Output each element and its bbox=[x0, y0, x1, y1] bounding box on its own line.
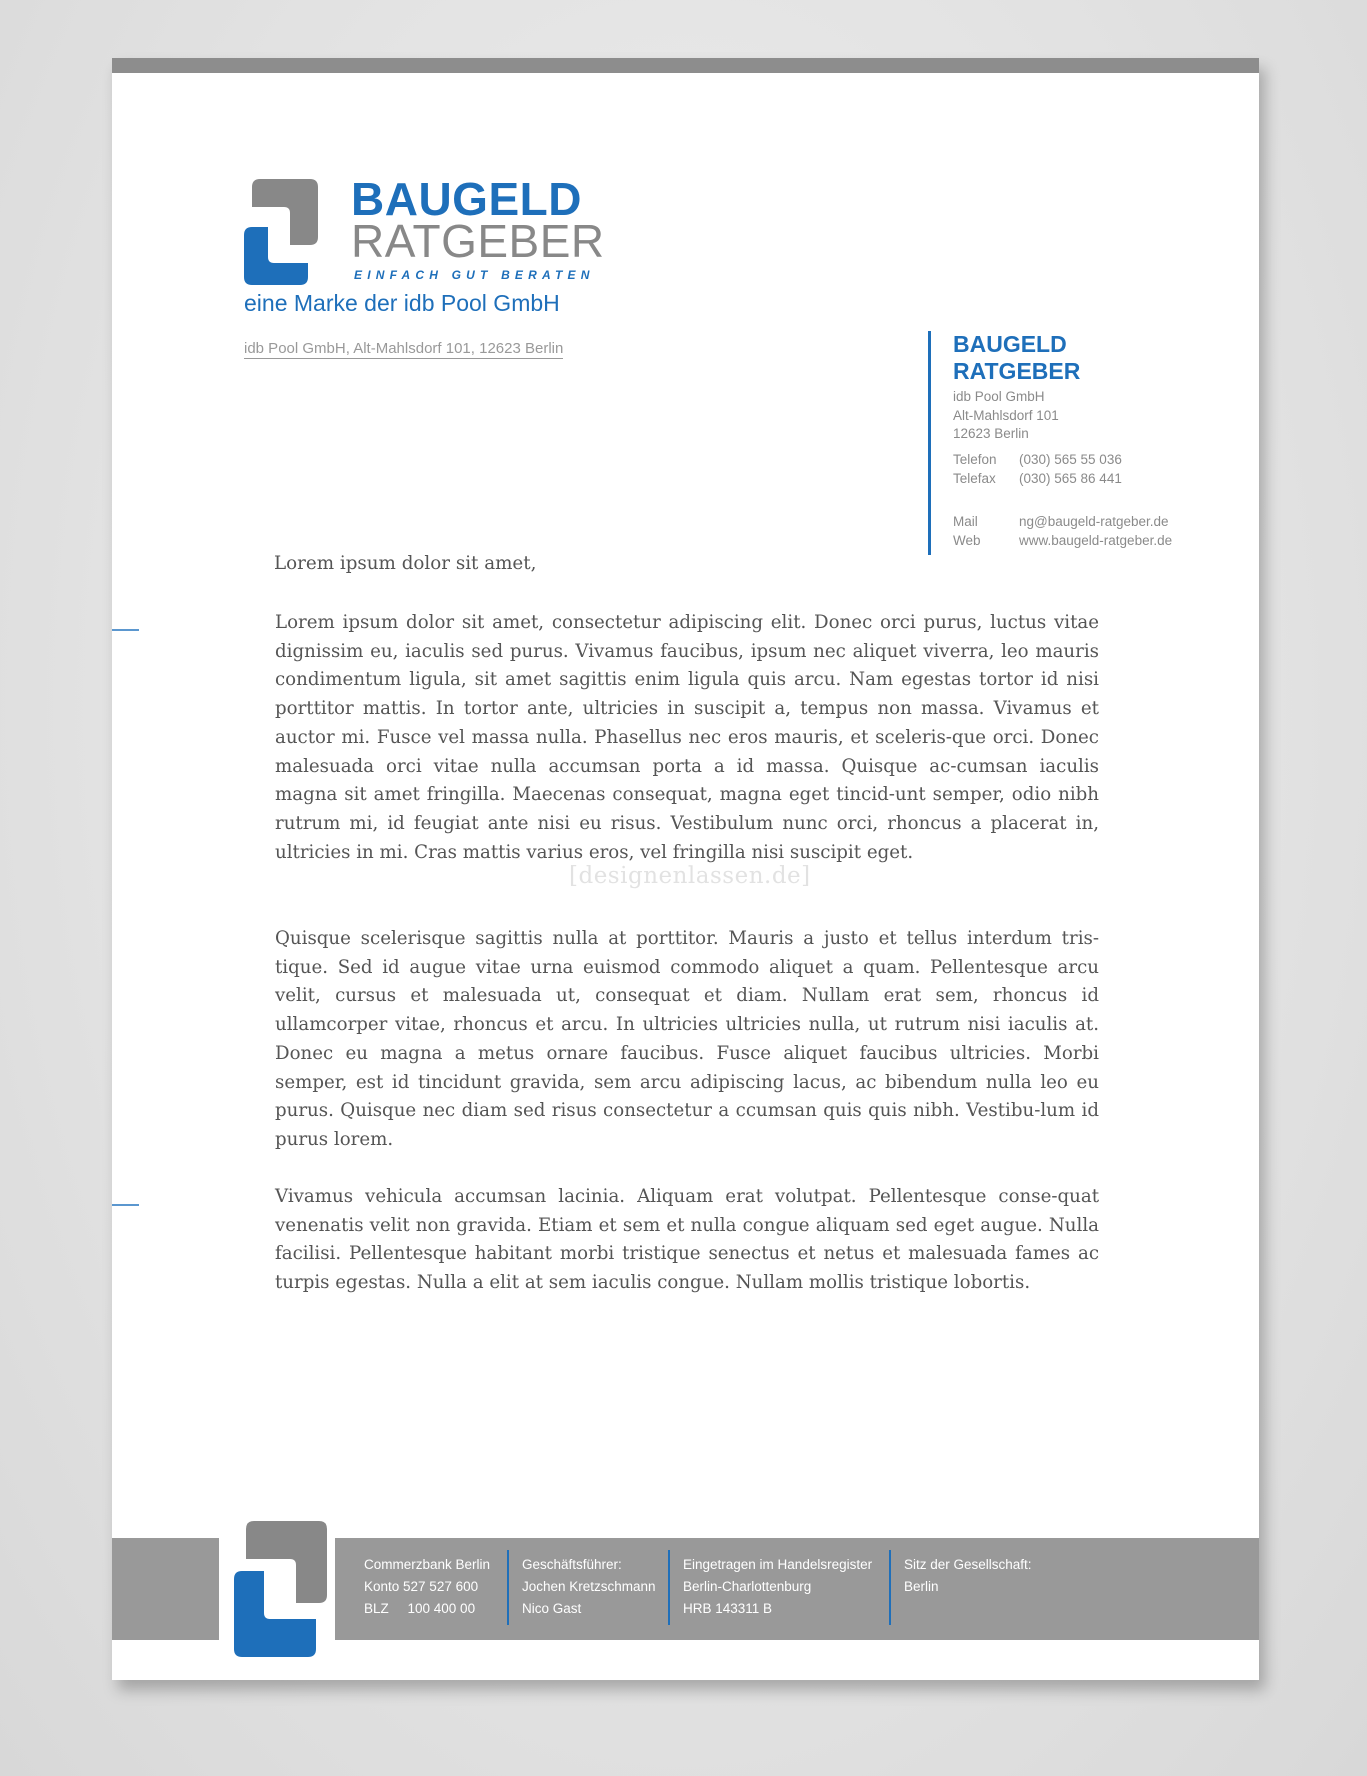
letterhead-sheet bbox=[112, 58, 1259, 1680]
mail-value: ng@baugeld-ratgeber.de bbox=[1019, 514, 1169, 529]
brand-name-line1: BAUGELD bbox=[351, 173, 582, 225]
fold-mark-bottom bbox=[112, 1204, 139, 1206]
sender-address-line: idb Pool GmbH, Alt-Mahlsdorf 101, 12623 Berlin bbox=[244, 340, 564, 357]
footer-management bbox=[522, 1554, 656, 1620]
letter-greeting: Lorem ipsum dolor sit amet, bbox=[274, 553, 537, 574]
footer-bank-info bbox=[364, 1554, 490, 1620]
footer-seat bbox=[904, 1554, 1032, 1598]
footer-logo-icon bbox=[234, 1521, 327, 1657]
sidebox-web-row bbox=[953, 532, 1172, 551]
fold-mark-top bbox=[112, 629, 139, 631]
web-label: Web bbox=[953, 532, 981, 548]
sidebox-phone-block bbox=[953, 451, 1122, 488]
footer-register-number: HRB 143311 B bbox=[683, 1601, 773, 1616]
sidebox-title-line1: BAUGELD bbox=[953, 331, 1067, 357]
brand-tagline: EINFACH GUT BERATEN bbox=[354, 268, 595, 282]
footer-divider-2 bbox=[668, 1550, 670, 1625]
sidebox-online-block bbox=[953, 513, 1172, 550]
mail-label: Mail bbox=[953, 514, 978, 529]
footer-bank-code: BLZ 100 400 00 bbox=[364, 1601, 476, 1616]
sidebox-city: 12623 Berlin bbox=[953, 426, 1029, 441]
footer-seat-label: Sitz der Gesellschaft: bbox=[904, 1557, 1032, 1572]
sidebox-company: idb Pool GmbH bbox=[953, 389, 1045, 404]
letter-paragraph-3: Vivamus vehicula accumsan lacinia. Aliquam erat volutpat. Pellentesque conse-quat venenatis velit non gravida. Etiam et sem et nulla congue aliquam sed eget augue. Nulla facilisi. Pellentesque habitant morbi tristique senectus et netus et malesuada fames ac turpis egestas. Nulla a elit at sem iaculis congue. Nullam mollis tristique lobortis. bbox=[275, 1186, 1099, 1294]
fax-label: Telefax bbox=[953, 470, 996, 486]
sidebox-title bbox=[953, 331, 1080, 385]
sidebox-fax-row bbox=[953, 470, 1122, 489]
top-bar bbox=[112, 58, 1259, 73]
brand-logo-icon bbox=[244, 179, 319, 285]
sidebox-title-line2: RATGEBER bbox=[953, 358, 1081, 384]
subbrand-line: eine Marke der idb Pool GmbH bbox=[244, 290, 560, 316]
footer-divider-1 bbox=[507, 1550, 509, 1625]
footer-divider-3 bbox=[889, 1550, 891, 1625]
sidebox-mail-row bbox=[953, 513, 1172, 532]
footer-register-court: Berlin-Charlottenburg bbox=[683, 1579, 812, 1594]
sidebox-address bbox=[953, 388, 1059, 444]
phone-value: (030) 565 55 036 bbox=[1019, 452, 1122, 467]
sidebox-street: Alt-Mahlsdorf 101 bbox=[953, 407, 1059, 423]
watermark: [designenlassen.de] bbox=[569, 863, 811, 889]
phone-label: Telefon bbox=[953, 452, 997, 467]
sidebox-divider bbox=[928, 331, 931, 555]
letter-paragraph-2: Quisque scelerisque sagittis nulla at porttitor. Mauris a justo et tellus interdum tris-tique. Sed id augue vitae urna euismod commodo aliquet a quam. Pellentesque arcu velit, cursus et malesuada ut, consequat et diam. Nullam erat sem, rhoncus id ullamcorper vitae, rhoncus et arcu. In ultricies ultricies nulla, ut rutrum nisi iaculis at. Donec eu magna a metus ornare faucibus. Fusce aliquet faucibus ultricies. Morbi semper, est id tincidunt gravida, sem arcu adipiscing lacus, ac bibendum nulla leo eu purus. Quisque nec diam sed risus consectetur a ccumsan quis quis nibh. Vestibu-lum id purus lorem. bbox=[275, 928, 1099, 1150]
sidebox-phone-row bbox=[953, 451, 1122, 470]
fax-value: (030) 565 86 441 bbox=[1019, 470, 1122, 486]
brand-name-line2: RATGEBER bbox=[351, 215, 605, 267]
web-value: www.baugeld-ratgeber.de bbox=[1019, 532, 1173, 548]
footer-bank-name: Commerzbank Berlin bbox=[364, 1557, 491, 1572]
footer-manager-2: Nico Gast bbox=[522, 1601, 582, 1616]
footer-register-label: Eingetragen im Handelsregister bbox=[683, 1557, 873, 1572]
footer-bank-account: Konto 527 527 600 bbox=[364, 1579, 479, 1594]
footer-management-label: Geschäftsführer: bbox=[522, 1557, 622, 1572]
letter-paragraph-1: Lorem ipsum dolor sit amet, consectetur adipiscing elit. Donec orci purus, luctus vitae dignissim eu, iaculis sed purus. Vivamus faucibus, ipsum nec aliquet viverra, leo mauris condimentum ligula, sit amet sagittis enim ligula quis arcu. Nam egestas tortor id nisi porttitor mattis. In tortor ante, ultricies in suscipit a, tempus non massa. Vivamus et auctor mi. Fusce vel massa nulla. Phasellus nec eros mauris, et sceleris-que orci. Donec malesuada orci vitae nulla accumsan porta a id massa. Quisque ac-cumsan iaculis magna sit amet fringilla. Maecenas consequat, magna eget tincid-unt semper, odio nibh rutrum mi, id feugiat ante nisi eu risus. Vestibulum nunc orci, rhoncus a placerat in, ultricies in mi. Cras mattis varius eros, vel fringilla nisi suscipit eget. bbox=[275, 612, 1099, 863]
footer-seat-city: Berlin bbox=[904, 1579, 939, 1594]
footer-manager-1: Jochen Kretzschmann bbox=[522, 1579, 656, 1594]
footer-register bbox=[683, 1554, 872, 1620]
